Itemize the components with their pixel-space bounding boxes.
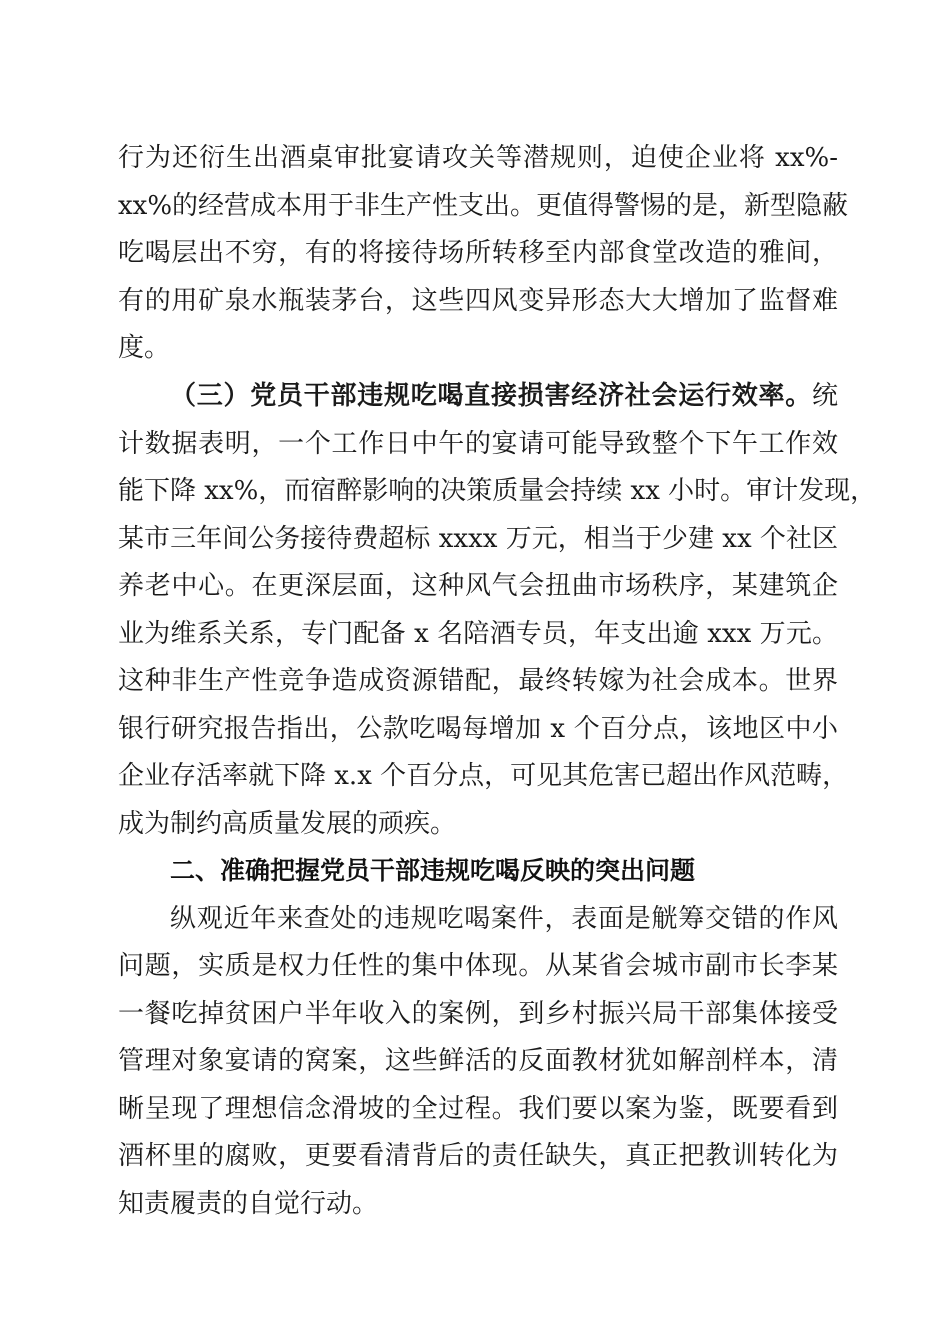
para3-line-5: 晰呈现了理想信念滑坡的全过程。我们要以案为鉴，既要看到 <box>118 1094 838 1124</box>
para1-line-2: xx%的经营成本用于非生产性支出。更值得警惕的是，新型隐蔽 <box>118 191 849 221</box>
para2-lead-rest: 统 <box>811 381 838 411</box>
para1-line-4: 有的用矿泉水瓶装茅台，这些四风变异形态大大增加了监督难 <box>118 286 838 316</box>
para2-line-7: 这种非生产性竞争造成资源错配，最终转嫁为社会成本。世界 <box>118 666 838 696</box>
para3-line-4: 管理对象宴请的窝案，这些鲜活的反面教材犹如解剖样本，清 <box>118 1046 838 1076</box>
para2-line-4: 某市三年间公务接待费超标 xxxx 万元，相当于少建 xx 个社区 <box>118 524 838 554</box>
para3-line-7: 知责履责的自觉行动。 <box>118 1189 379 1219</box>
para2-line-3: 能下降 xx%，而宿醉影响的决策质量会持续 xx 小时。审计发现， <box>118 476 877 506</box>
section-heading: 二、准确把握党员干部违规吃喝反映的突出问题 <box>170 856 696 885</box>
para1-line-1: 行为还衍生出酒桌审批宴请攻关等潜规则，迫使企业将 xx%- <box>118 143 838 173</box>
para1-line-3: 吃喝层出不穷，有的将接待场所转移至内部食堂改造的雅间， <box>118 238 838 268</box>
para3-line-2: 问题，实质是权力任性的集中体现。从某省会城市副市长李某 <box>118 951 838 981</box>
para3-first-line: 纵观近年来查处的违规吃喝案件，表面是觥筹交错的作风 <box>170 904 838 934</box>
para3-line-6: 酒杯里的腐败，更要看清背后的责任缺失，真正把教训转化为 <box>118 1141 838 1171</box>
para2-line-10: 成为制约高质量发展的顽疾。 <box>118 809 457 839</box>
para2-line-6: 业为维系关系，专门配备 x 名陪酒专员，年支出逾 xxx 万元。 <box>118 619 838 649</box>
para3-line-3: 一餐吃掉贫困户半年收入的案例，到乡村振兴局干部集体接受 <box>118 999 838 1029</box>
para2-first-line <box>170 374 838 418</box>
para2-line-2: 计数据表明，一个工作日中午的宴请可能导致整个下午工作效 <box>118 429 838 459</box>
para1-line-5: 度。 <box>118 333 171 363</box>
para2-line-5: 养老中心。在更深层面，这种风气会扭曲市场秩序，某建筑企 <box>118 571 838 601</box>
para2-line-8: 银行研究报告指出，公款吃喝每增加 x 个百分点，该地区中小 <box>118 714 838 744</box>
para2-bold-lead: （三）党员干部违规吃喝直接损害经济社会运行效率。 <box>170 381 812 411</box>
para2-line-9: 企业存活率就下降 x.x 个百分点，可见其危害已超出作风范畴， <box>118 761 849 791</box>
